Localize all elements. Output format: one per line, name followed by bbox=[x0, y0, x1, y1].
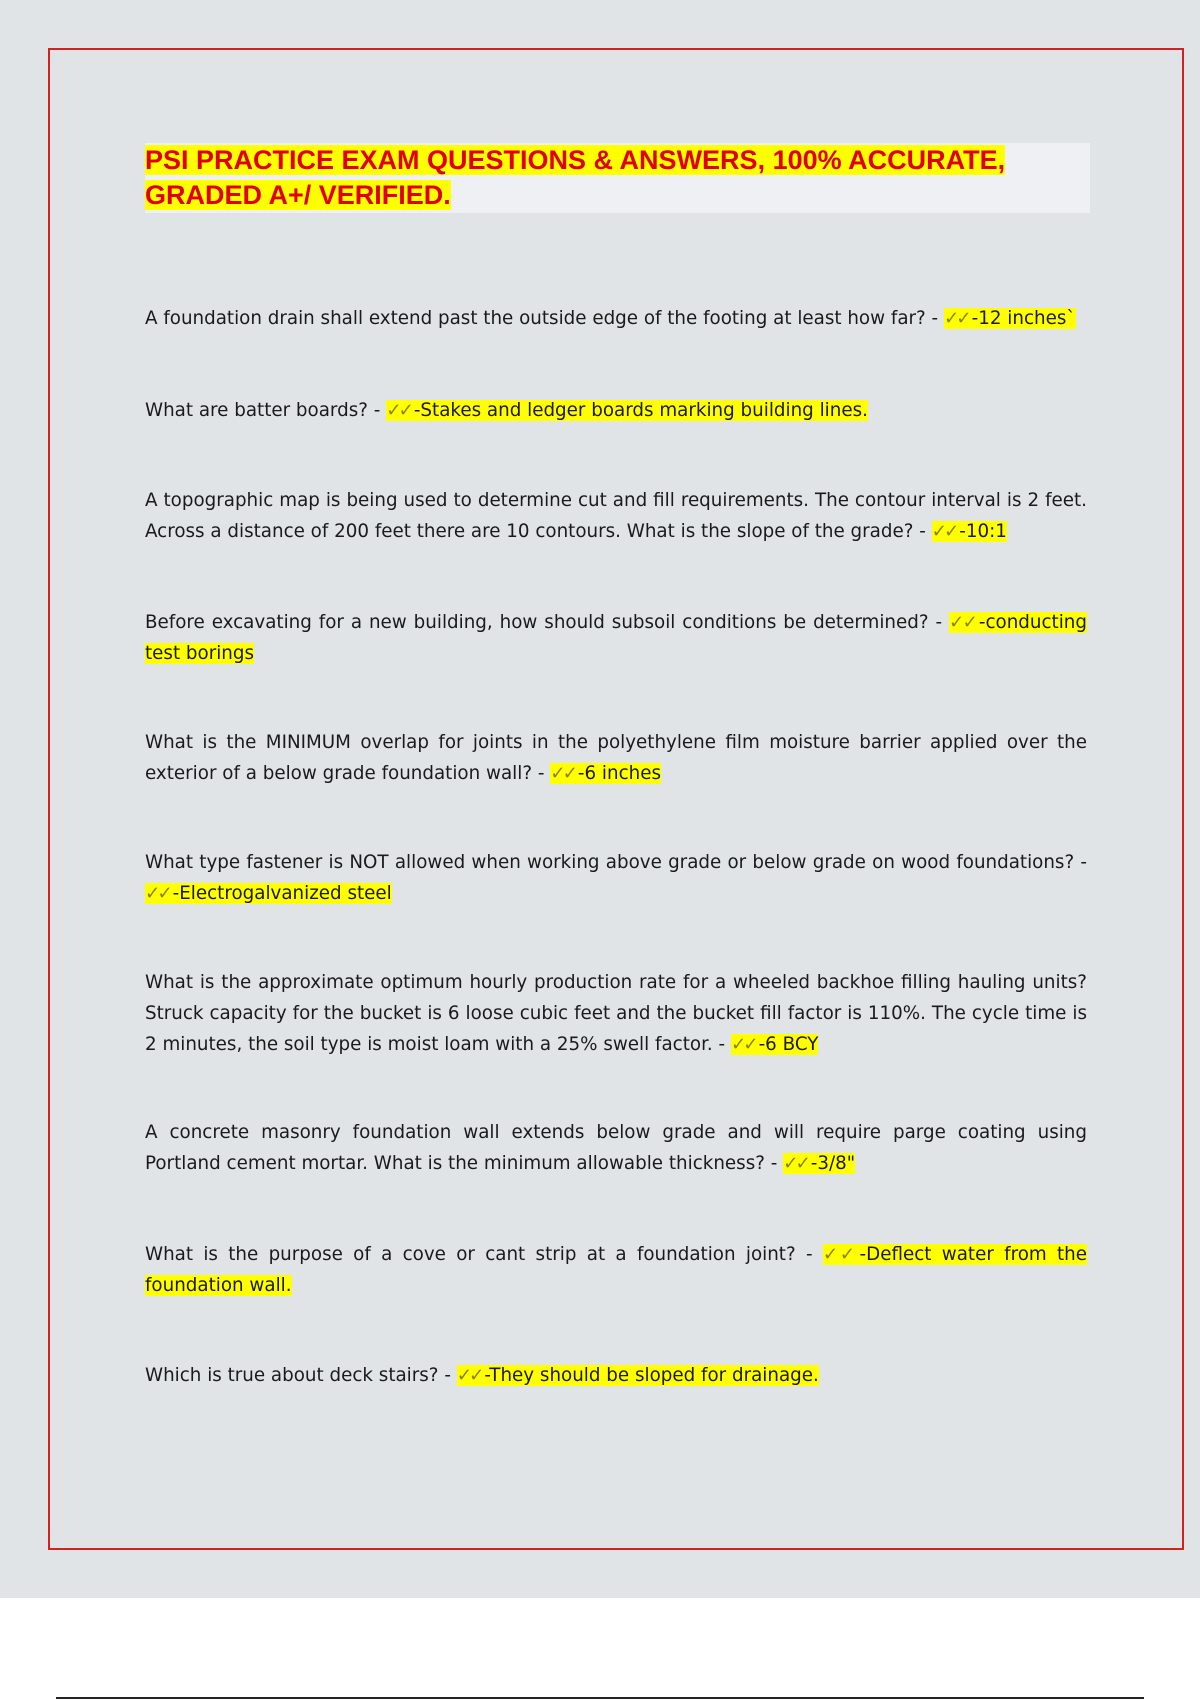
double-check-icon: ✓✓ bbox=[943, 308, 969, 329]
answer-text: -3/8" bbox=[810, 1153, 856, 1174]
answer-highlight bbox=[145, 883, 392, 904]
title-line-1: PSI PRACTICE EXAM QUESTIONS & ANSWERS, 100% ACCURATE, bbox=[145, 145, 1006, 175]
qa-item-6 bbox=[145, 847, 1087, 909]
question-text: What is the MINIMUM overlap for joints in the polyethylene film moisture barrier applied over the exterior of a below grade foundation wall? - bbox=[145, 732, 1087, 784]
title-line-2: GRADED A+/ VERIFIED. bbox=[145, 180, 451, 210]
answer-text: -Electrogalvanized steel bbox=[172, 883, 392, 904]
double-check-icon: ✓✓ bbox=[386, 400, 411, 421]
question-text: What is the purpose of a cove or cant strip at a foundation joint? - bbox=[145, 1244, 823, 1265]
double-check-icon: ✓✓ bbox=[949, 612, 976, 633]
answer-highlight bbox=[783, 1153, 855, 1174]
question-text: A foundation drain shall extend past the outside edge of the footing at least how far? - bbox=[145, 308, 944, 329]
question-text: A concrete masonry foundation wall extends below grade and will require parge coating using Portland cement mortar. What is the minimum allowable thickness? - bbox=[145, 1122, 1087, 1174]
qa-item-9 bbox=[145, 1239, 1087, 1301]
answer-text: -6 inches bbox=[577, 763, 662, 784]
double-check-icon: ✓✓ bbox=[145, 883, 170, 904]
question-text: What are batter boards? - bbox=[145, 400, 387, 421]
answer-highlight bbox=[386, 400, 868, 421]
qa-item-8 bbox=[145, 1117, 1087, 1179]
answer-highlight bbox=[731, 1034, 819, 1055]
answer-highlight bbox=[457, 1365, 819, 1386]
qa-item-7 bbox=[145, 967, 1087, 1060]
answer-highlight bbox=[550, 763, 661, 784]
answer-text: -10:1 bbox=[959, 521, 1007, 542]
footer-divider bbox=[56, 1697, 1144, 1699]
question-text: What is the approximate optimum hourly production rate for a wheeled backhoe filling hauling units? Struck capacity for the bucket is 6 loose cubic feet and the bucket fill factor is 110%. The cycle time is 2 minutes, the soil type is moist loam with a 25% swell factor. - bbox=[145, 972, 1087, 1055]
answer-text: -conducting test borings bbox=[145, 612, 1087, 664]
question-text: What type fastener is NOT allowed when working above grade or below grade on wood foundations? - bbox=[145, 852, 1087, 873]
question-text: Which is true about deck stairs? - bbox=[145, 1365, 457, 1386]
question-text: A topographic map is being used to determine cut and fill requirements. The contour interval is 2 feet. Across a distance of 200 feet there are 10 contours. What is the slope of the grade? - bbox=[145, 490, 1087, 542]
qa-item-3 bbox=[145, 485, 1087, 547]
answer-text: -Stakes and ledger boards marking building lines. bbox=[413, 400, 868, 421]
question-text: Before excavating for a new building, how should subsoil conditions be determined? - bbox=[145, 612, 950, 633]
qa-item-4 bbox=[145, 607, 1087, 669]
answer-text: -Deflect water from the foundation wall. bbox=[145, 1244, 1087, 1296]
answer-highlight bbox=[932, 521, 1007, 542]
double-check-icon: ✓✓ bbox=[550, 763, 575, 784]
document-title bbox=[145, 143, 1090, 213]
double-check-icon: ✓✓ bbox=[456, 1365, 482, 1386]
double-check-icon: ✓✓ bbox=[783, 1153, 808, 1174]
qa-item-2 bbox=[145, 395, 1087, 426]
double-check-icon: ✓✓ bbox=[931, 521, 957, 542]
answer-text: -They should be sloped for drainage. bbox=[484, 1365, 819, 1386]
page-border bbox=[48, 48, 1184, 1550]
qa-item-5 bbox=[145, 727, 1087, 789]
answer-text: -6 BCY bbox=[758, 1034, 819, 1055]
double-check-icon: ✓✓ bbox=[822, 1244, 857, 1265]
double-check-icon: ✓✓ bbox=[730, 1034, 756, 1055]
answer-text: -12 inches` bbox=[971, 308, 1076, 329]
qa-item-1 bbox=[145, 303, 1087, 334]
answer-highlight bbox=[944, 308, 1076, 329]
qa-item-10 bbox=[145, 1360, 1087, 1391]
